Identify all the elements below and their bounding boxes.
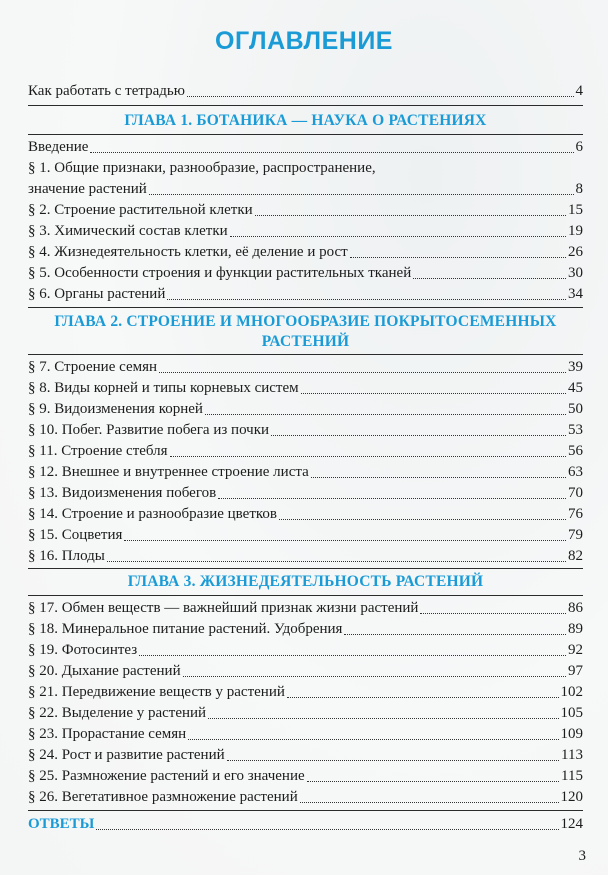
leader-dots	[271, 435, 566, 436]
toc-entry-label: § 16. Плоды	[28, 548, 105, 564]
leader-dots	[167, 299, 566, 300]
toc-entry-page: 82	[568, 548, 583, 564]
leader-dots	[287, 697, 559, 698]
toc-entry-label: § 17. Обмен веществ — важнейший признак жизни растений	[28, 600, 419, 616]
toc-entry-label: Введение	[28, 139, 89, 155]
toc-entry-page: 105	[560, 705, 583, 721]
leader-dots	[311, 477, 566, 478]
chapter-3-heading: ГЛАВА 3. ЖИЗНЕДЕЯТЕЛЬНОСТЬ РАСТЕНИЙ	[127, 573, 484, 590]
toc-entry-page: 124	[560, 816, 583, 832]
leader-dots	[350, 257, 566, 258]
toc-entry-label: значение растений	[28, 181, 147, 197]
leader-dots	[255, 215, 566, 216]
toc-entry-label: § 1. Общие признаки, разнообразие, распространение,	[28, 160, 376, 176]
leader-dots	[124, 540, 566, 541]
leader-dots	[159, 372, 566, 373]
toc-entry-label: § 11. Строение стебля	[28, 443, 168, 459]
toc-entry-page: 30	[568, 265, 583, 281]
toc-entry-label: § 7. Строение семян	[28, 359, 158, 375]
toc-entry-label: § 12. Внешнее и внутреннее строение листа	[28, 464, 309, 480]
toc-entry[interactable]	[28, 242, 583, 263]
toc-entry-label: § 9. Видоизменения корней	[28, 401, 203, 417]
toc-entry-label: § 14. Строение и разнообразие цветков	[28, 506, 277, 522]
toc-entry-page: 6	[575, 139, 583, 155]
toc-entry[interactable]	[28, 462, 583, 483]
leader-dots	[230, 236, 566, 237]
leader-dots	[279, 519, 566, 520]
divider	[28, 568, 583, 569]
divider	[28, 810, 583, 811]
toc-entry-label: § 6. Органы растений	[28, 286, 166, 302]
toc-entry-label: § 5. Особенности строения и функции растительных тканей	[28, 265, 412, 281]
toc-entry-label: § 15. Соцветия	[28, 527, 123, 543]
toc-entry[interactable]	[28, 420, 583, 441]
toc-entry-page: 86	[568, 600, 583, 616]
divider	[28, 595, 583, 596]
toc-entry[interactable]	[28, 682, 583, 703]
chapter-2-heading-line1: ГЛАВА 2. СТРОЕНИЕ И МНОГООБРАЗИЕ ПОКРЫТОСЕМЕННЫХ	[54, 313, 557, 330]
leader-dots	[344, 634, 566, 635]
toc-entry-page: 39	[568, 359, 583, 375]
toc-entry-label: § 25. Размножение растений и его значение	[28, 768, 305, 784]
leader-dots	[420, 613, 566, 614]
toc-entry-label: § 4. Жизнедеятельность клетки, её деление и рост	[28, 244, 348, 260]
toc-entry-page: 115	[561, 768, 583, 784]
toc-entry-page: 45	[568, 380, 583, 396]
toc-entry-label: § 21. Передвижение веществ у растений	[28, 684, 285, 700]
toc-entry[interactable]	[28, 546, 583, 567]
toc-entry-label: § 8. Виды корней и типы корневых систем	[28, 380, 299, 396]
toc-entry[interactable]	[28, 221, 583, 242]
toc-entry-page: 63	[568, 464, 583, 480]
leader-dots	[139, 655, 566, 656]
toc-entry-intro[interactable]	[28, 81, 583, 102]
toc-entry[interactable]	[28, 200, 583, 221]
toc-entry-label: § 3. Химический состав клетки	[28, 223, 228, 239]
toc-entry-answers[interactable]	[28, 814, 583, 835]
toc-entry[interactable]	[28, 525, 583, 546]
leader-dots	[205, 414, 566, 415]
toc-entry-page: 70	[568, 485, 583, 501]
chapter-2-heading-line2: РАСТЕНИЙ	[261, 333, 350, 350]
leader-dots	[149, 194, 574, 195]
toc-entry[interactable]	[28, 378, 583, 399]
leader-dots	[90, 152, 573, 153]
leader-dots	[413, 278, 566, 279]
toc-entry-label: § 23. Прорастание семян	[28, 726, 187, 742]
leader-dots	[208, 718, 558, 719]
toc-entry-page: 120	[560, 789, 583, 805]
toc-entry-page: 50	[568, 401, 583, 417]
toc-entry-label: § 26. Вегетативное размножение растений	[28, 789, 298, 805]
toc-entry[interactable]	[28, 158, 583, 179]
toc-entry[interactable]	[28, 483, 583, 504]
page-title: ОГЛАВЛЕНИЕ	[215, 27, 393, 55]
leader-dots	[300, 802, 559, 803]
toc-entry-label: § 13. Видоизменения побегов	[28, 485, 217, 501]
divider	[28, 307, 583, 308]
leader-dots	[183, 676, 566, 677]
toc-entry[interactable]	[28, 263, 583, 284]
toc-entry-label: § 19. Фотосинтез	[28, 642, 138, 658]
page-number: 3	[578, 848, 586, 864]
leader-dots	[187, 96, 574, 97]
toc-entry[interactable]	[28, 619, 583, 640]
toc-entry[interactable]	[28, 661, 583, 682]
toc-entry[interactable]	[28, 724, 583, 745]
toc-entry[interactable]	[28, 640, 583, 661]
divider	[28, 354, 583, 355]
toc-entry-label: § 20. Дыхание растений	[28, 663, 181, 679]
toc-entry-label: § 24. Рост и развитие растений	[28, 747, 225, 763]
toc-entry[interactable]	[28, 179, 583, 200]
toc-entry[interactable]	[28, 598, 583, 619]
toc-entry-page: 76	[568, 506, 583, 522]
toc-entry-page: 92	[568, 642, 583, 658]
toc-entry-label: § 10. Побег. Развитие побега из почки	[28, 422, 270, 438]
toc-entry-page: 109	[560, 726, 583, 742]
toc-entry-page: 15	[568, 202, 583, 218]
toc-entry[interactable]	[28, 745, 583, 766]
divider	[28, 134, 583, 135]
leader-dots	[307, 781, 559, 782]
toc-entry-page: 8	[575, 181, 583, 197]
toc-entry-page: 79	[568, 527, 583, 543]
leader-dots	[170, 456, 566, 457]
toc-entry-page: 89	[568, 621, 583, 637]
toc-entry-page: 56	[568, 443, 583, 459]
toc-entry[interactable]	[28, 504, 583, 525]
toc-entry-page: 113	[561, 747, 583, 763]
toc-entry-page: 102	[560, 684, 583, 700]
toc-entry-label: Как работать с тетрадью	[28, 83, 185, 99]
toc-entry-page: 26	[568, 244, 583, 260]
toc-entry[interactable]	[28, 357, 583, 378]
toc-entry-page: 19	[568, 223, 583, 239]
toc-entry[interactable]	[28, 399, 583, 420]
leader-dots	[301, 393, 566, 394]
toc-entry[interactable]	[28, 703, 583, 724]
toc-entry-page: 4	[575, 83, 583, 99]
toc-entry-page: 97	[568, 663, 583, 679]
toc-entry[interactable]	[28, 787, 583, 808]
toc-entry[interactable]	[28, 284, 583, 305]
toc-entry-label: § 18. Минеральное питание растений. Удобрения	[28, 621, 343, 637]
toc-entry[interactable]	[28, 137, 583, 158]
leader-dots	[227, 760, 559, 761]
toc-entry[interactable]	[28, 766, 583, 787]
toc-entry-page: 34	[568, 286, 583, 302]
toc-entry-page: 53	[568, 422, 583, 438]
toc-entry-label: § 22. Выделение у растений	[28, 705, 207, 721]
leader-dots	[188, 739, 558, 740]
leader-dots	[96, 829, 558, 830]
chapter-1-heading: ГЛАВА 1. БОТАНИКА — НАУКА О РАСТЕНИЯХ	[124, 112, 487, 129]
toc-entry-label: § 2. Строение растительной клетки	[28, 202, 253, 218]
toc-entry[interactable]	[28, 441, 583, 462]
toc-entry-label: ОТВЕТЫ	[28, 816, 95, 832]
leader-dots	[107, 561, 566, 562]
leader-dots	[218, 498, 566, 499]
divider	[28, 105, 583, 106]
